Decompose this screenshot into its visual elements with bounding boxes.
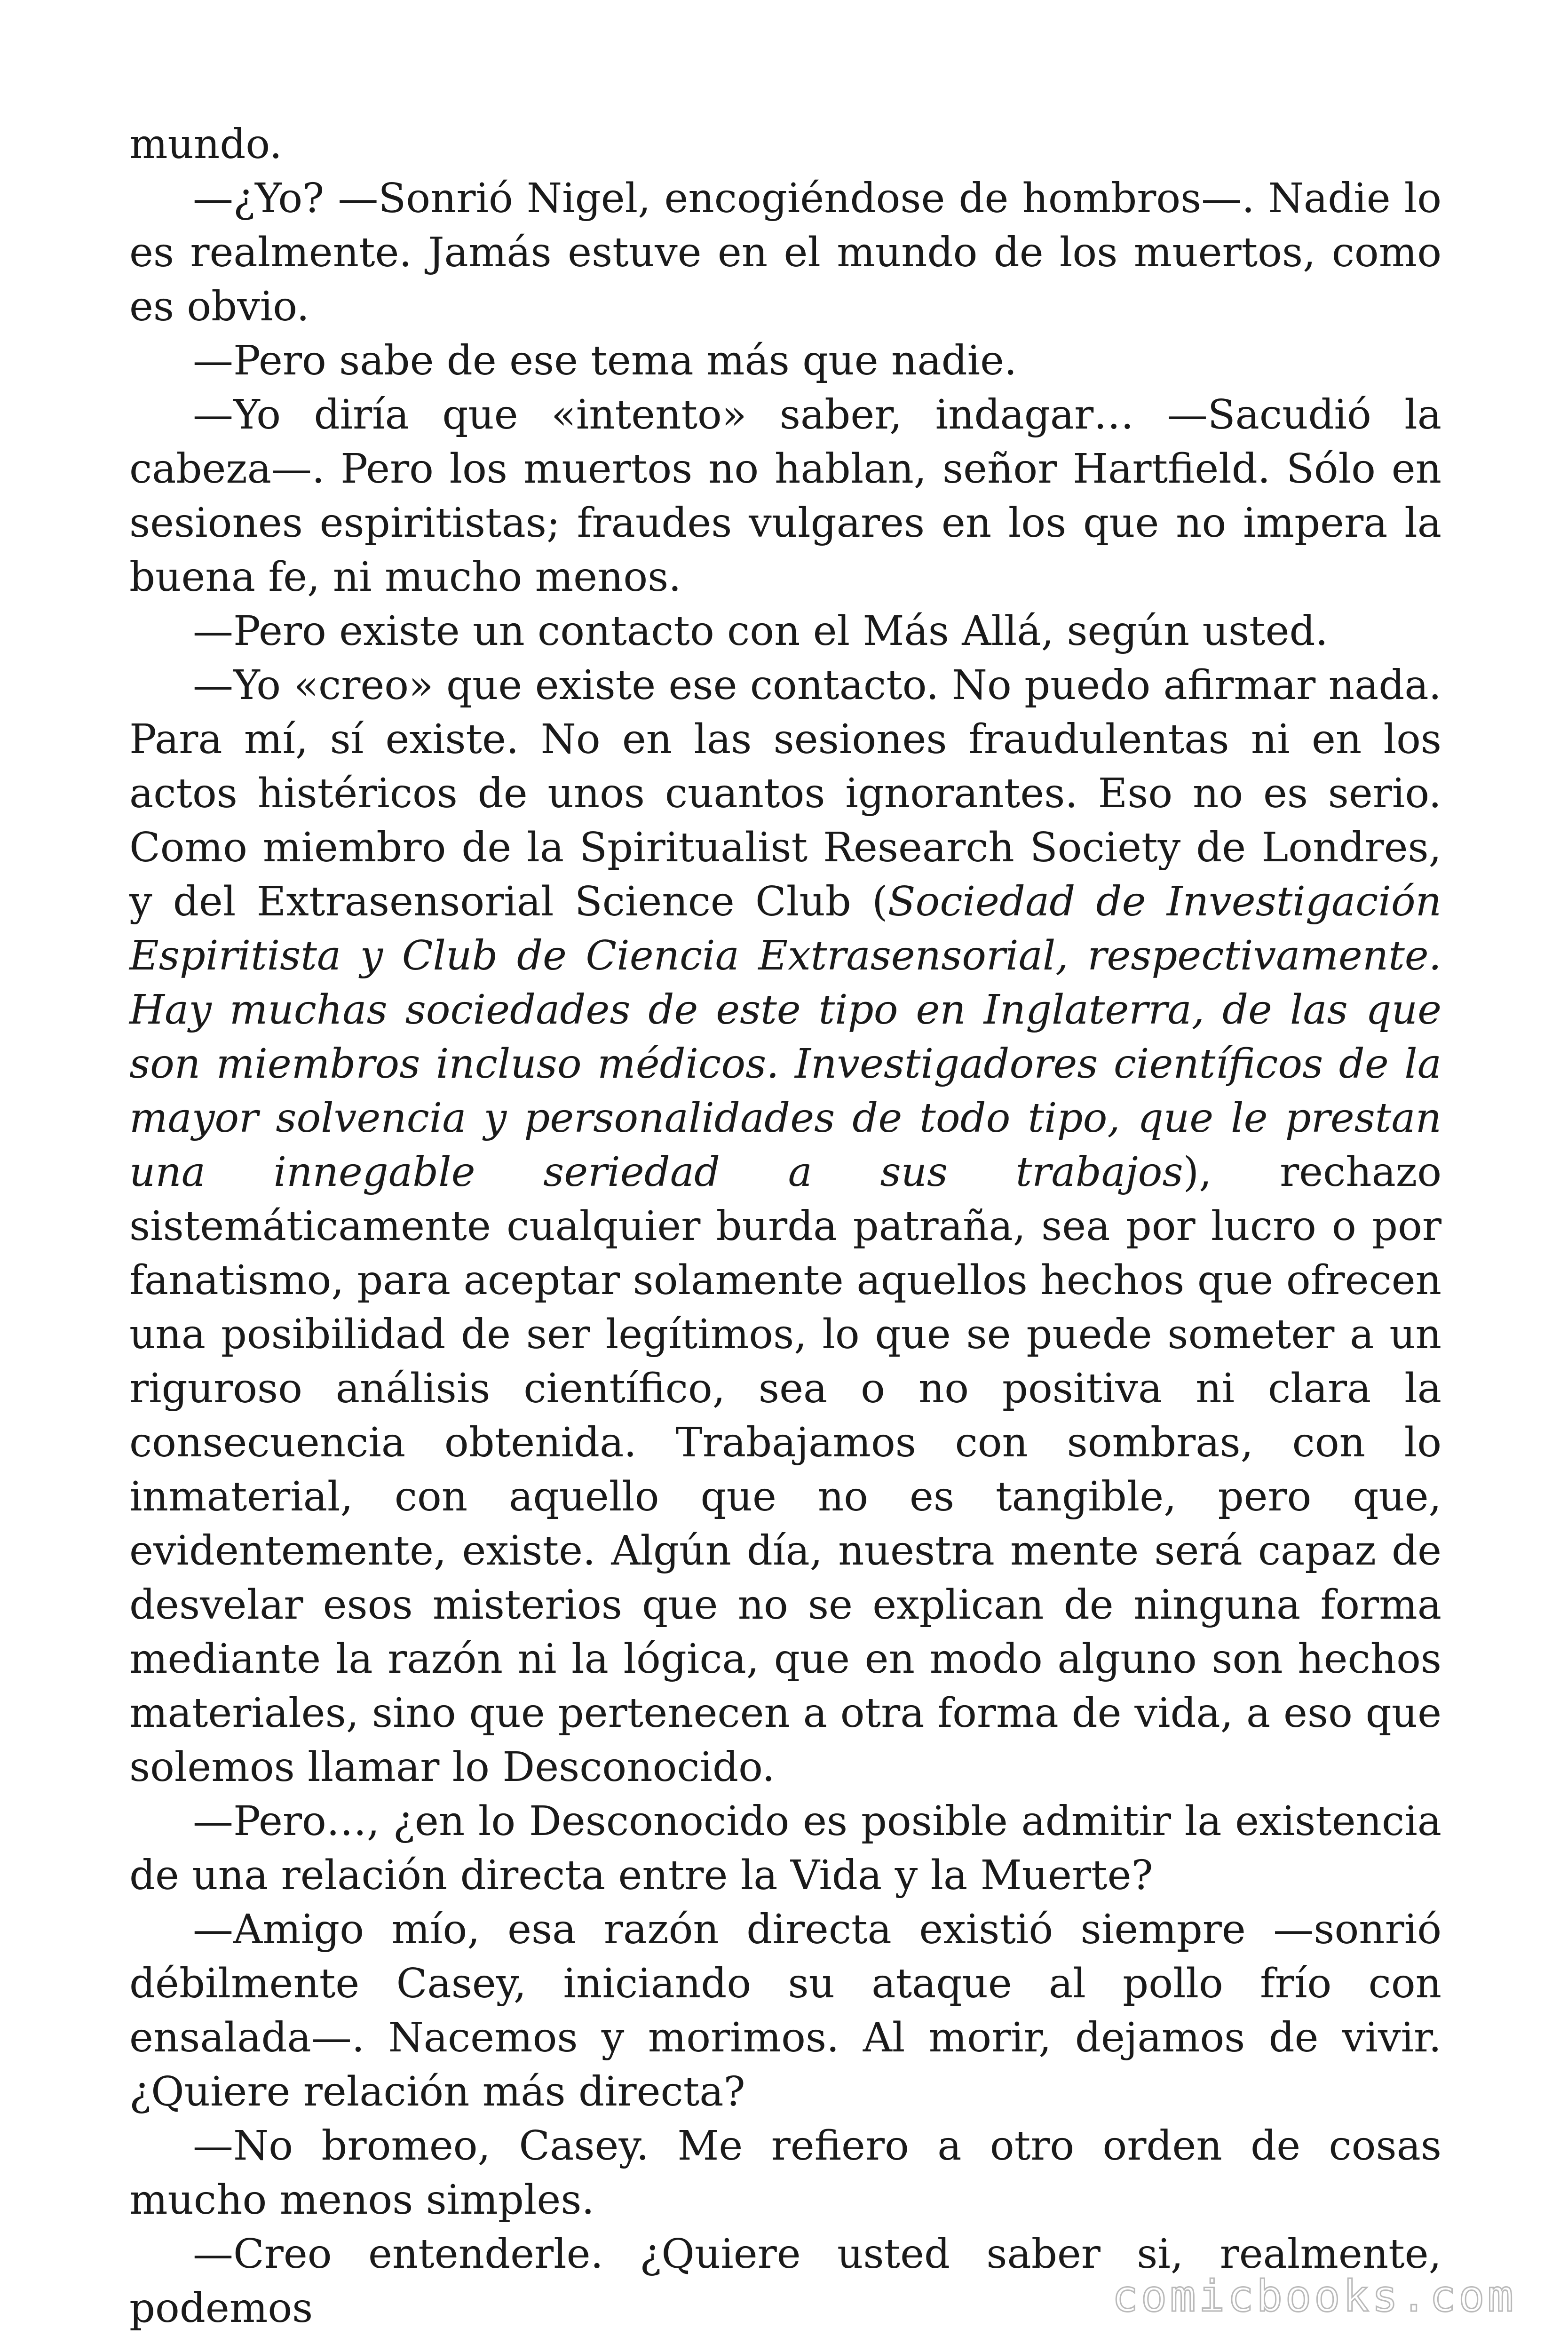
paragraph: —No bromeo, Casey. Me refiero a otro orden de cosas mucho menos simples. [129, 2122, 1441, 2224]
paragraph: —Pero…, ¿en lo Desconocido es posible admitir la existencia de una relación directa entre la Vida y la Muerte? [129, 1798, 1441, 1899]
paragraph: —Creo entenderle. ¿Quiere usted saber si, realmente, podemos [129, 2231, 1441, 2332]
paragraph: —¿Yo? —Sonrió Nigel, encogiéndose de hombros—. Nadie lo es realmente. Jamás estuve en el mundo de los muertos, como es obvio. [129, 175, 1441, 330]
paragraph: mundo. [129, 121, 282, 168]
paragraph-text: ), rechazo sistemáticamente cualquier burda patraña, sea por lucro o por fanatismo, para aceptar solamente aquellos hechos que ofrecen una posibilidad de ser legítimos, lo que se puede someter a un riguroso análisis científico, sea o no positiva ni clara la consecuencia obtenida. Trabajamos con sombras, con lo inmaterial, con aquello que no es tangible, pero que, evidentemente, existe. Algún día, nuestra mente será capaz de desvelar esos misterios que no se explican de ninguna forma mediante la razón ni la lógica, que en modo alguno son hechos materiales, sino que pertenecen a otra forma de vida, a eso que solemos llamar lo Desconocido. [129, 1149, 1441, 1791]
paragraph: —Pero existe un contacto con el Más Allá, según usted. [193, 608, 1328, 655]
body-text [129, 118, 1441, 2336]
italic-aside: Sociedad de Investigación Espiritista y Club de Ciencia Extrasensorial, respectivamente. Hay muchas sociedades de este tipo en Inglaterra, de las que son miembros incluso médicos. Investigadores científicos de la mayor solvencia y personalidades de todo tipo, que le prestan una innegable seriedad a sus trabajos [129, 878, 1441, 1196]
paragraph: —Yo diría que «intento» saber, indagar… —Sacudió la cabeza—. Pero los muertos no hablan, señor Hartfield. Sólo en sesiones espiritistas; fraudes vulgares en los que no impera la buena fe, ni mucho menos. [129, 391, 1441, 601]
paragraph: —Pero sabe de ese tema más que nadie. [193, 337, 1017, 384]
paragraph [129, 659, 1441, 1795]
paragraph-text: —Yo «creo» que existe ese contacto. No puedo afirmar nada. Para mí, sí existe. No en las sesiones fraudulentas ni en los actos histéricos de unos cuantos ignorantes. Eso no es serio. Como miembro de la Spiritualist Research Society de Londres, y del Extrasensorial Science Club ( [129, 662, 1441, 925]
paragraph: —Amigo mío, esa razón directa existió siempre —sonrió débilmente Casey, iniciando su ataque al pollo frío con ensalada—. Nacemos y morimos. Al morir, dejamos de vivir. ¿Quiere relación más directa? [129, 1906, 1441, 2115]
watermark: comicbooks.com [1112, 2271, 1516, 2321]
